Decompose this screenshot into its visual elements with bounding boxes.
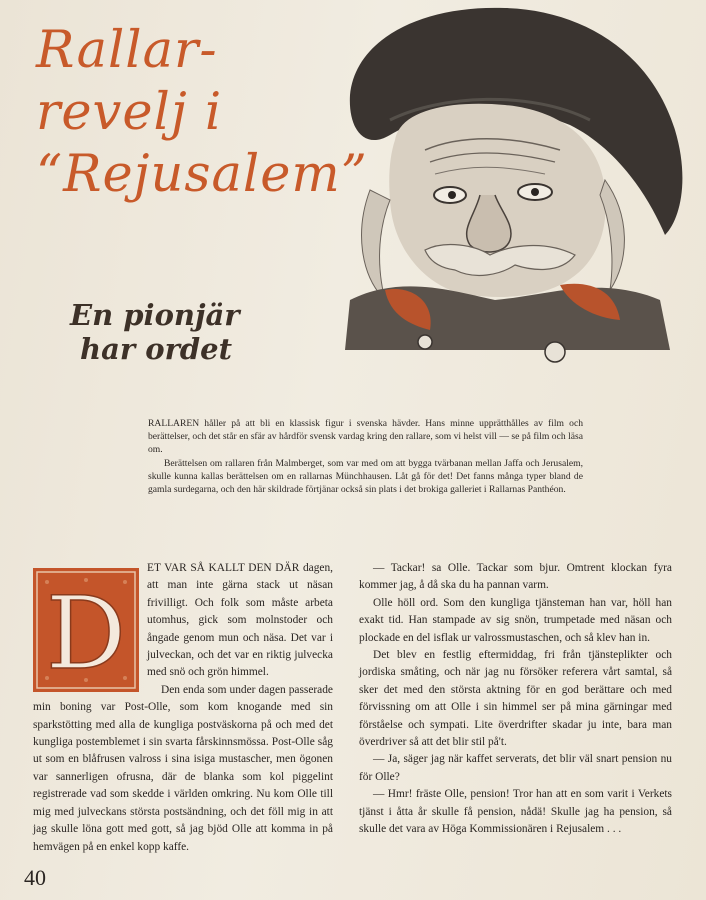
right-paragraph-2: Olle höll ord. Som den kungliga tjänsteman han var, höll han exakt tid. Han stampade av sig snön, trumpetade med näsan och plockade en del isflak ur valrossmustaschen, och så klev han in. bbox=[359, 596, 672, 644]
page-number: 40 bbox=[24, 865, 46, 890]
body-column-right bbox=[359, 560, 672, 839]
title-line-3: “Rejusalem” bbox=[36, 145, 368, 204]
right-paragraph-5: — Hmr! fräste Olle, pension! Tror han att en som varit i Verkets tjänst i åtta år skulle få pension, nådä! Skulle jag ha pension, så skulle det vara av Höga Kommissionären i Rejusalem . . . bbox=[359, 788, 672, 836]
right-paragraph-1: — Tackar! sa Olle. Tackar som bjur. Omtrent klockan fyra kommer jag, å då ska du ha pannan varm. bbox=[359, 562, 672, 592]
intro-paragraph-1: RALLAREN håller på att bli en klassisk figur i svenska hävder. Hans minne upprätthålles av film och berättelser, och det står en sfär av hårdför svensk vardag kring den rallare, som vi helst vill — se på film och läsa om. bbox=[148, 418, 583, 456]
title-line-2: revelj i bbox=[36, 83, 223, 142]
left-paragraph-1: ET VAR SÅ KALLT DEN DÄR dagen, att man inte gärna stack ut näsan frivilligt. Och folk som måste arbeta utomhus, gick som molnstoder och ångade genom mun och näsa. Det var i julveckan, och det var en riktig julvecka med snö och grön himmel. bbox=[147, 562, 333, 679]
dropcap-d bbox=[33, 568, 139, 692]
article-title bbox=[36, 20, 368, 206]
dropcap-letter: D bbox=[45, 575, 127, 692]
article-subtitle bbox=[70, 298, 310, 366]
subtitle-line-1: En pionjär bbox=[70, 298, 240, 332]
body-column-left bbox=[33, 560, 333, 856]
rallar-portrait-illustration bbox=[330, 0, 706, 380]
subtitle-line-2: har ordet bbox=[80, 332, 232, 366]
right-paragraph-3: Det blev en festlig eftermiddag, fri från tjänsteplikter och jordiska småting, och när jag nu försöker referera vårt samtal, så sker det med den största aktning för en god berättare och med förvissning om att Olle i sin himmel ser på mina gärningar med förståelse och sympati. Lite överdrifter skadar ju inte, bara man överdriver så att det blir stil på't. bbox=[359, 649, 672, 749]
title-line-1: Rallar- bbox=[36, 21, 218, 80]
intro-paragraph-2: Berättelsen om rallaren från Malmberget, som var med om att bygga tvärbanan mellan Jaffa och Jerusalem, skulle kunna kallas berättelsen om en rallarnas Münchhausen. Låt gå för det! Det fanns många typer bland de gamla surdegarna, och den här skildrade förtjänar också sin plats i det brokiga galleriet i Rallarnas Panthéon. bbox=[148, 457, 583, 496]
right-paragraph-4: — Ja, säger jag när kaffet serverats, det blir väl snart pension nu för Olle? bbox=[359, 753, 672, 783]
intro-text bbox=[148, 417, 583, 496]
left-paragraph-2: Den enda som under dagen passerade min boning var Post-Olle, som kom knogande med sin sparkstötting med alla de kungliga postväskorna på och med det kungliga postemblemet i sin svarta fårskinnsmössa. Post-Olle såg ut som en blåfrusen valross i sina isiga mustascher, men ögonen var sannerligen ofrusna, där de blanka som kol piggelint registrerade vad som skedde i världen omkring. Nu kom Olle till mig med julveckans största postsändning, och det föll mig in att jag skulle löna gott med gott, så jag bjöd Olle att komma in på hemvägen på en enkel kopp kaffe. bbox=[33, 683, 333, 853]
